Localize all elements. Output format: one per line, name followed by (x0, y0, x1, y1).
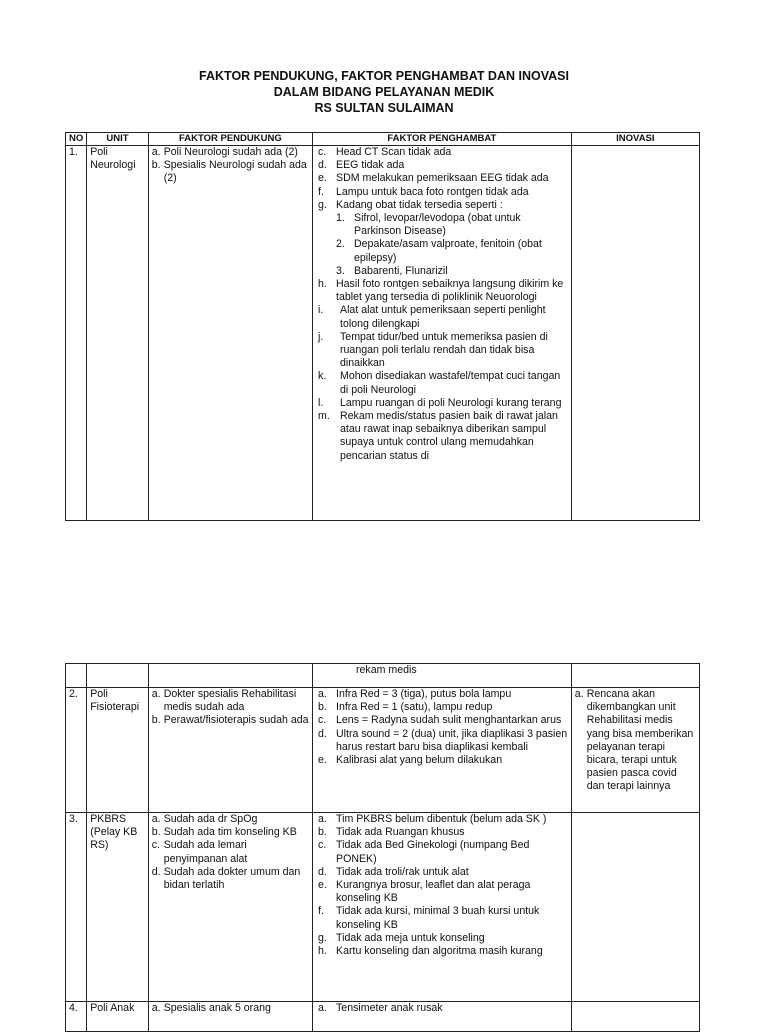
list-item-marker: b. (318, 701, 327, 714)
list-item-marker: e. (318, 879, 327, 892)
pendukung-list (148, 146, 312, 521)
table-row-continuation (66, 664, 700, 688)
unit-name: Poli Fisioterapi (87, 688, 148, 813)
list-item-marker: m. (318, 410, 330, 423)
list-item-marker: j. (318, 330, 324, 343)
list-item-marker: d. (318, 159, 327, 172)
header-pendukung: FAKTOR PENDUKUNG (148, 133, 312, 146)
doc-title-line3: RS SULTAN SULAIMAN (314, 101, 454, 115)
list-item (316, 265, 568, 278)
list-item (152, 866, 309, 892)
list-item (316, 701, 568, 714)
list-item-marker: a. (151, 688, 161, 700)
list-item-marker: e. (318, 172, 327, 185)
list-item-marker: d. (318, 727, 327, 740)
list-item (152, 813, 309, 826)
list-item-marker: c. (318, 146, 327, 158)
list-item-text: Tidak ada meja untuk konseling (336, 931, 485, 944)
list-item (316, 199, 568, 212)
header-inovasi: INOVASI (571, 133, 699, 146)
list-item-text: Kurangnya brosur, leaflet dan alat peraga konseling KB (336, 879, 531, 905)
row-number: 3. (66, 813, 87, 1002)
inovasi-list (571, 688, 699, 813)
list-item (316, 879, 568, 905)
list-item (316, 688, 568, 701)
list-item (152, 826, 309, 839)
table-row (66, 813, 700, 1002)
list-item (316, 172, 568, 185)
list-item (316, 905, 568, 931)
list-item (316, 728, 568, 754)
list-item-marker: 2. (336, 238, 345, 251)
list-item-text: Dokter spesialis Rehabilitasi medis sudah ada (163, 688, 297, 714)
list-item-text: Sudah ada dokter umum dan bidan terlatih (163, 865, 301, 892)
list-item (316, 813, 568, 826)
list-item-marker: a. (151, 146, 161, 158)
list-item-marker: 1. (336, 212, 345, 225)
list-item (316, 932, 568, 945)
list-item-text: Kalibrasi alat yang belum dilakukan (336, 754, 503, 767)
penghambat-list (313, 688, 572, 813)
pendukung-list (148, 813, 312, 1002)
table-page-2 (65, 663, 700, 1032)
list-item-text: Rekam medis/status pasien baik di rawat jalan atau rawat inap sebaiknya diberikan sampul supaya untuk control ulang memudahkan pencarian status di (340, 410, 558, 462)
list-item-marker: g. (318, 931, 327, 944)
list-item (316, 370, 568, 396)
list-item-marker: d. (318, 865, 327, 878)
table-row (66, 1002, 700, 1032)
penghambat-list (313, 146, 572, 521)
list-item (316, 159, 568, 172)
list-item-text: Rencana akan dikembangkan unit Rehabilitasi medis yang bisa memberikan pelayanan terapi bicara, terapi untuk pasien pasca covid dan terapi lainnya (586, 688, 694, 793)
list-item-text: Kadang obat tidak tersedia seperti : (336, 198, 503, 211)
list-item (152, 714, 309, 727)
list-item-marker: l. (318, 396, 324, 409)
unit-name: Poli Neurologi (87, 146, 148, 521)
list-item-marker: c. (151, 839, 160, 852)
list-item-marker: f. (318, 185, 324, 198)
list-item (316, 304, 568, 330)
inovasi-cell (571, 813, 699, 1002)
list-item (152, 1002, 309, 1015)
list-item-text: Sifrol, levopar/levodopa (obat untuk Parkinson Disease) (354, 212, 521, 238)
unit-name: PKBRS (Pelay KB RS) (87, 813, 148, 1002)
list-item (152, 839, 309, 865)
list-item-marker: c. (318, 839, 327, 852)
list-item-text: Babarenti, Flunarizil (354, 264, 448, 277)
list-item-text: Tidak ada Bed Ginekologi (numpang Bed PONEK) (336, 839, 530, 865)
list-item-marker: a. (151, 1002, 161, 1014)
list-item (316, 278, 568, 304)
header-penghambat: FAKTOR PENGHAMBAT (313, 133, 572, 146)
list-item-text: Mohon disediakan wastafel/tempat cuci tangan di poli Neurologi (340, 370, 561, 396)
inovasi-cell (571, 146, 699, 521)
list-item-marker: a. (151, 813, 161, 825)
list-item (316, 212, 568, 238)
list-item-marker: d. (151, 865, 161, 878)
list-item (316, 186, 568, 199)
list-item-text: Infra Red = 1 (satu), lampu redup (336, 701, 493, 714)
list-item (316, 410, 568, 463)
list-item-text: Ultra sound = 2 (dua) unit, jika diaplikasi 3 pasien harus restart baru bisa diaplikasi kembali (336, 727, 568, 753)
row-number: 2. (66, 688, 87, 813)
list-item-marker: c. (318, 714, 327, 727)
list-item-marker: h. (318, 945, 327, 958)
table-row (66, 688, 700, 813)
pendukung-list (148, 688, 312, 813)
list-item (152, 159, 309, 185)
list-item (316, 146, 568, 159)
unit-name: Poli Anak (87, 1002, 148, 1032)
list-item (316, 238, 568, 264)
list-item (316, 714, 568, 727)
inovasi-cell (571, 1002, 699, 1032)
list-item-text: Spesialis Neurologi sudah ada (2) (163, 159, 307, 185)
list-item-marker: a. (318, 688, 327, 700)
list-item-text: Tim PKBRS belum dibentuk (belum ada SK ) (336, 813, 547, 825)
header-no: NO (66, 133, 87, 146)
table-header-row (66, 133, 700, 146)
list-item (152, 688, 309, 714)
list-item (316, 839, 568, 865)
penghambat-list (313, 813, 572, 1002)
list-item-text: Sudah ada tim konseling KB (163, 826, 297, 839)
list-item (316, 754, 568, 767)
list-item-text: Depakate/asam valproate, fenitoin (obat epilepsy) (354, 238, 542, 264)
list-item-marker: h. (318, 278, 327, 291)
list-item-marker: 3. (336, 264, 345, 277)
list-item-text: Tempat tidur/bed untuk memeriksa pasien di ruangan poli terlalu rendah dan tidak bisa dinaikkan (340, 330, 548, 370)
doc-title-line1: FAKTOR PENDUKUNG, FAKTOR PENGHAMBAT DAN INOVASI (199, 69, 569, 83)
list-item-text: Alat alat untuk pemeriksaan seperti penlight tolong dilengkapi (340, 304, 546, 330)
list-item-text: Tensimeter anak rusak (336, 1002, 443, 1014)
list-item-marker: a. (574, 688, 584, 700)
row-number: 4. (66, 1002, 87, 1032)
list-item-text: Tidak ada Ruangan khusus (336, 826, 465, 839)
list-item-text: Sudah ada lemari penyimpanan alat (163, 839, 248, 865)
list-item (316, 397, 568, 410)
list-item-marker: f. (318, 905, 324, 918)
row-number: 1. (66, 146, 87, 521)
list-item (575, 688, 696, 794)
list-item (152, 146, 309, 159)
list-item-marker: e. (318, 754, 327, 767)
list-item-text: Lampu untuk baca foto rontgen tidak ada (336, 185, 529, 198)
list-item (316, 826, 568, 839)
list-item-marker: a. (318, 813, 327, 825)
list-item-text: Spesialis anak 5 orang (163, 1002, 271, 1014)
doc-title-line2: DALAM BIDANG PELAYANAN MEDIK (273, 85, 495, 99)
list-item-marker: g. (318, 198, 327, 211)
list-item-text: Tidak ada troli/rak untuk alat (336, 865, 469, 878)
table-row (66, 146, 700, 521)
pendukung-list (148, 1002, 312, 1032)
list-item-text: Head CT Scan tidak ada (336, 146, 452, 158)
list-item-text: Lens = Radyna sudah sulit menghantarkan arus (336, 714, 562, 727)
continuation-text: rekam medis (356, 664, 417, 676)
list-item-text: SDM melakukan pemeriksaan EEG tidak ada (336, 172, 549, 185)
table-page-1 (65, 132, 700, 521)
list-item-text: Tidak ada kursi, minimal 3 buah kursi untuk konseling KB (336, 905, 540, 931)
list-item (316, 1002, 568, 1015)
list-item-text: Sudah ada dr SpOg (163, 813, 258, 825)
list-item (316, 331, 568, 371)
list-item-marker: b. (318, 826, 327, 839)
list-item-marker: k. (318, 370, 327, 383)
list-item (316, 866, 568, 879)
list-item-marker: b. (151, 826, 161, 839)
header-unit: UNIT (87, 133, 148, 146)
list-item-marker: i. (318, 304, 324, 317)
list-item (316, 945, 568, 958)
list-item-text: EEG tidak ada (336, 159, 405, 172)
list-item-text: Lampu ruangan di poli Neurologi kurang terang (340, 396, 562, 409)
list-item-text: Kartu konseling dan algoritma masih kurang (336, 945, 543, 958)
list-item-text: Perawat/fisioterapis sudah ada (163, 714, 309, 727)
penghambat-list (313, 1002, 572, 1032)
list-item-text: Poli Neurologi sudah ada (2) (163, 146, 298, 158)
list-item-marker: b. (151, 714, 161, 727)
list-item-marker: b. (151, 159, 161, 172)
list-item-text: Hasil foto rontgen sebaiknya langsung dikirim ke tablet yang tersedia di poliklinik Neuorologi (336, 278, 564, 304)
list-item-text: Infra Red = 3 (tiga), putus bola lampu (336, 688, 512, 700)
list-item-marker: a. (318, 1002, 327, 1014)
